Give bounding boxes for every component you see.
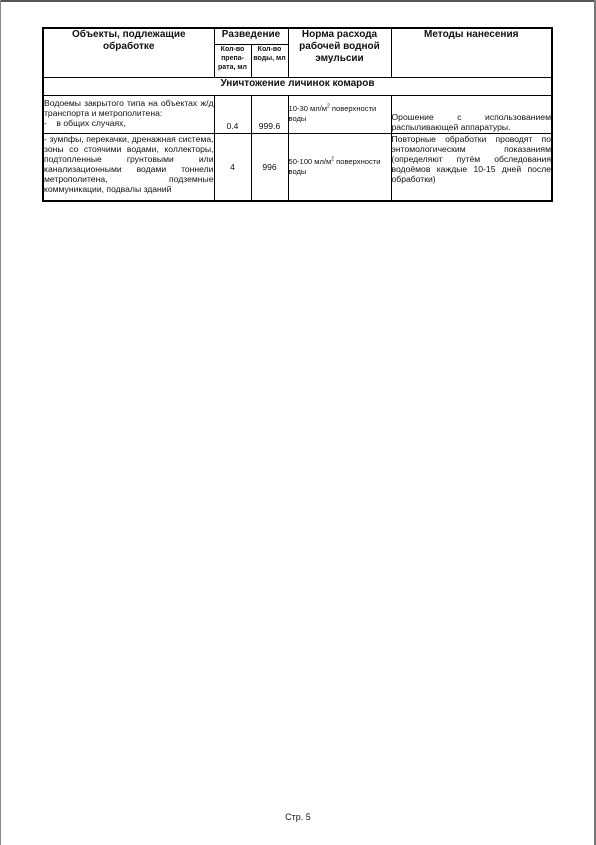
page-left-border: [0, 0, 1, 845]
norm-cell: [288, 133, 391, 201]
norm-suffix: поверхности воды: [288, 156, 381, 176]
header-prep-qty: Кол-во препа-рата, мл: [214, 44, 251, 77]
header-dilution: Разведение: [214, 28, 288, 44]
method-cell: Орошение с использованием распыливающей аппаратуры.: [391, 95, 552, 133]
norm-unit-sup: 2: [331, 155, 335, 162]
water-qty-cell: 996: [251, 133, 288, 201]
header-objects: Объекты, подлежащие обработке: [43, 28, 214, 77]
header-norm: Норма расхода рабочей водной эмульсии: [288, 28, 391, 77]
table-row: [43, 95, 552, 133]
header-methods: Методы нанесения: [391, 28, 552, 77]
norm-value: 50-100 мл/м: [288, 156, 332, 166]
header-water-qty: Кол-во воды, мл: [251, 44, 288, 77]
norm-value: 10-30 мл/м: [288, 104, 328, 113]
object-cell: [43, 133, 214, 201]
norm-suffix: поверхности воды: [288, 104, 377, 123]
section-title: Уничтожение личинок комаров: [43, 77, 552, 95]
norm-unit-sup: 2: [327, 103, 330, 110]
object-text: - зумпфы, перекачки, дренажная система, зоны со стоячими водами, коллекторы, подтопленные грунтовыми или канализационными водами тоннели метрополитена, подземные коммуникации, подвалы зданий: [44, 133, 214, 194]
object-cell: [43, 95, 214, 133]
water-qty-cell: 999.6: [251, 95, 288, 133]
object-subitem: - в общих случаях,: [44, 117, 126, 128]
page-number: Стр. 5: [285, 812, 311, 822]
table-row: [43, 133, 552, 201]
treatment-table: [42, 27, 553, 202]
page-top-border: [0, 0, 596, 2]
prep-qty-cell: 0.4: [214, 95, 251, 133]
prep-qty-cell: 4: [214, 133, 251, 201]
norm-cell: [288, 95, 391, 133]
method-cell: Повторные обработки проводят по энтомологическим показаниям (определяют путём обследования водоёмов каждые 10-15 дней после обработки): [391, 133, 552, 201]
object-text: Водоемы закрытого типа на объектах ж/д транспорта и метрополитена:: [44, 97, 214, 118]
